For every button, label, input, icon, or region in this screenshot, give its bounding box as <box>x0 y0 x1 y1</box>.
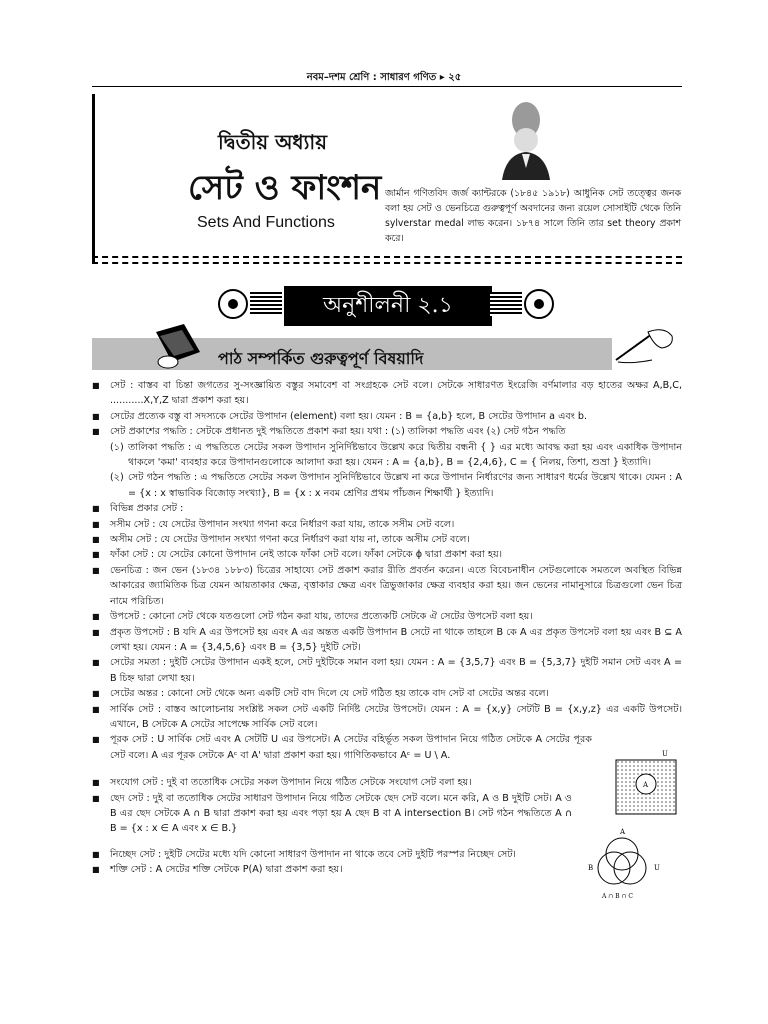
exercise-banner <box>218 286 554 322</box>
list-item: ■ সেটের প্রত্যেক বস্তু বা সদস্যকে সেটের উপাদান (element) বলা হয়। যেমন : B = {a,b} হলে, B সেটের উপাদান a এবং b. <box>92 409 682 424</box>
biography-text: জার্মান গণিতবিদ জর্জ ক্যান্টরকে (১৮৪৫ ১৯১৮) আধুনিক সেট তত্ত্বের জনক বলা হয় সেট ও ভেনচিত্রে গুরুত্বপূর্ণ অবদানের জন্য রয়েল সোসাইটি থেকে তিনি sylverstar medal লাভ করেন। ১৮৭৪ সালে তিনি তার set theory প্রকাশ করে। <box>385 188 681 244</box>
list-item: ■ সেট প্রকাশের পদ্ধতি : সেটকে প্রধানত দুই পদ্ধতিতে প্রকাশ করা হয়। যথা : (১) তালিকা পদ্ধতি এবং (২) সেট গঠন পদ্ধতি <box>92 424 682 439</box>
page-header: নবম–দশম শ্রেণি : সাধারণ গণিত ▸ ২৫ <box>306 72 462 83</box>
stripe-decoration <box>490 292 522 316</box>
target-icon <box>524 289 554 319</box>
list-item: ■ ছেদ সেট : দুই বা ততোধিক সেটের সাধারণ উপাদান নিয়ে গঠিত সেটকে ছেদ সেট বলে। মনে করি, A ও B দুইটি সেট। A ও B এর ছেদ সেটকে A ∩ B দ্বারা প্রকাশ করা হয় এবং পড়া হয় A ছেদ B বা A intersection B। সেট গঠন পদ্ধতিতে A ∩ B = {x : x ∈ A এবং x ∈ B.} <box>92 791 682 837</box>
chapter-title-en: Sets And Functions <box>197 214 335 231</box>
chapter-title: সেট ও ফাংশন <box>188 168 382 208</box>
venn-label-u: U <box>662 750 668 758</box>
subitem-text: তালিকা পদ্ধতি : এ পদ্ধতিতে সেটের সকল উপাদান সুনির্দিষ্টভাবে উল্লেখ করে দ্বিতীয় বন্ধনী { } এর মধ্যে আবদ্ধ করা হয় এবং একাধিক উপাদান থাকলে 'কমা' ব্যবহার করে উপাদানগুলোকে আলাদা করা হয়। যেমন : A = {a,b}, B = {2,4,6}, C = { নিলয়, তিশা, শুভ্রা } ইত্যাদি। <box>128 441 682 469</box>
portrait-image <box>496 94 556 180</box>
exercise-title: অনুশীলনী ২.১ <box>284 286 492 326</box>
list-item: ■ প্রকৃত উপসেট : B যদি A এর উপসেট হয় এবং A এর অন্তত একটি উপাদান B সেটে না থাকে তাহলে B কে A এর প্রকৃত উপসেট বলা হয় এবং B ⊆ A লেখা হয়। যেমন : A = {3,4,5,6} এবং B = {3,5} দুইটি সেট। <box>92 625 682 656</box>
venn-label-b: B <box>588 864 594 872</box>
topic-title: পাঠ সম্পর্কিত গুরুত্বপূর্ণ বিষয়াদি <box>218 349 424 368</box>
intersection-venn-diagram <box>582 826 682 902</box>
list-item: ■ সসীম সেট : যে সেটের উপাদান সংখ্যা গণনা করে নির্ধারণ করা যায়, তাকে সসীম সেট বলে। <box>92 517 682 532</box>
divider <box>92 256 682 258</box>
list-item: ■ নিচ্ছেদ সেট : দুইটি সেটের মধ্যে যদি কোনো সাধারণ উপাদান না থাকে তবে সেট দুইটি পরস্পর নিচ্ছেদ সেট। <box>92 847 682 862</box>
list-item: ■ সেটের অন্তর : কোনো সেট থেকে অন্য একটি সেট বাদ দিলে যে সেট গঠিত হয় তাকে বাদ সেট বা সেটের অন্তর বলে। <box>92 686 682 701</box>
subitem-number: (১) <box>110 441 124 453</box>
list-item: ■ সেটের সমতা : দুইটি সেটের উপাদান একই হলে, সেট দুইটিকে সমান বলা হয়। যেমন : A = {3,5,7} এবং B = {5,3,7} দুইটি সমান সেট এবং A = B চিহ্ন দ্বারা লেখা হয়। <box>92 655 682 686</box>
list-item: ■ উপসেট : কোনো সেট থেকে যতগুলো সেট গঠন করা যায়, তাদের প্রত্যেকটি সেটকে ঐ সেটের উপসেট বলা হয়। <box>92 609 682 624</box>
writing-hand-icon <box>612 326 678 366</box>
chapter-number: দ্বিতীয় অধ্যায় <box>218 130 327 154</box>
header-rule <box>92 86 682 87</box>
list-item: ■ সেট : বাস্তব বা চিন্তা জগতের সু-সংজ্ঞায়িত বস্তুর সমাবেশ বা সংগ্রহকে সেট বলে। সেটকে সাধারণত ইংরেজি বর্ণমালার বড় হাতের অক্ষর A,B,C, ...........X,Y,Z দ্বারা প্রকাশ করা হয়। <box>92 378 682 409</box>
list-item: ■ ভেনচিত্র : জন ভেন (১৮৩৪ ১৮৮৩) চিত্রের সাহায্যে সেট প্রকাশ করার রীতি প্রবর্তন করেন। এতে বিবেচনাধীন সেটগুলোকে সমতলে অবস্থিত বিভিন্ন আকারের জ্যামিতিক চিত্র যেমন আয়তাকার ক্ষেত্র, বৃত্তাকার ক্ষেত্র এবং ত্রিভুজাকার ক্ষেত্র ব্যবহার করা হয়। জন ভেনের নামানুসারে চিত্রগুলো ভেন চিত্র নামে পরিচিত। <box>92 563 682 609</box>
list-item: ■ সার্বিক সেট : বাস্তব আলোচনায় সংশ্লিষ্ট সকল সেট একটি নির্দিষ্ট সেটের উপসেট। যেমন : A = {x,y} সেটটি B = {x,y,z} এর একটি উপসেট। এখানে, B সেটকে A সেটের সাপেক্ষে সার্বিক সেট বলে। <box>92 702 682 733</box>
complement-venn-diagram <box>612 748 682 818</box>
stripe-decoration <box>250 292 282 316</box>
list-item: ■ সংযোগ সেট : দুই বা ততোধিক সেটের সকল উপাদান নিয়ে গঠিত সেটকে সংযোগ সেট বলা হয়। <box>92 775 682 790</box>
list-item: ■ বিভিন্ন প্রকার সেট : <box>92 501 682 516</box>
list-item: ■ পূরক সেট : U সার্বিক সেট এবং A সেটটি U এর উপসেট। A সেটের বহির্ভূত সকল উপাদান নিয়ে গঠিত সেটকে A সেটের পূরক সেট বলে। A এর পূরক সেটকে Aᶜ বা A' দ্বারা প্রকাশ করা হয়। গাণিতিকভাবে Aᶜ = U \ A. <box>92 732 682 763</box>
book-icon <box>150 322 206 372</box>
content-list <box>92 378 682 878</box>
list-item: ■ ফাঁকা সেট : যে সেটের কোনো উপাদান নেই তাকে ফাঁকা সেট বলে। ফাঁকা সেটকে ϕ দ্বারা প্রকাশ করা হয়। <box>92 547 682 562</box>
venn-caption: A ∩ B ∩ C <box>602 893 634 900</box>
venn-label-a: A <box>643 781 649 789</box>
list-subitem <box>92 470 682 501</box>
target-icon <box>218 289 248 319</box>
spacer <box>92 763 682 775</box>
list-item: ■ শক্তি সেট : A সেটের শক্তি সেটকে P(A) দ্বারা প্রকাশ করা হয়। <box>92 862 682 877</box>
list-subitem <box>92 440 682 471</box>
venn-label-u: U <box>654 864 660 872</box>
venn-label-a: A <box>620 828 626 836</box>
subitem-text: সেট গঠন পদ্ধতি : এ পদ্ধতিতে সেটের সকল উপাদান সুনির্দিষ্টভাবে উল্লেখ না করে উপাদান নির্ধারণের জন্য সাধারণ ধর্মের উল্লেখ থাকে। যেমন : A = {x : x স্বাভাবিক বিজোড় সংখ্যা}, B = {x : x নবম শ্রেণির প্রথম পাঁচজন শিক্ষার্থী } ইত্যাদি। <box>128 472 682 499</box>
subitem-number: (২) <box>110 472 124 484</box>
divider <box>92 262 682 264</box>
list-item: ■ অসীম সেট : যে সেটের উপাদান সংখ্যা গণনা করে নির্ধারণ করা যায় না, তাকে অসীম সেট বলে। <box>92 532 682 547</box>
